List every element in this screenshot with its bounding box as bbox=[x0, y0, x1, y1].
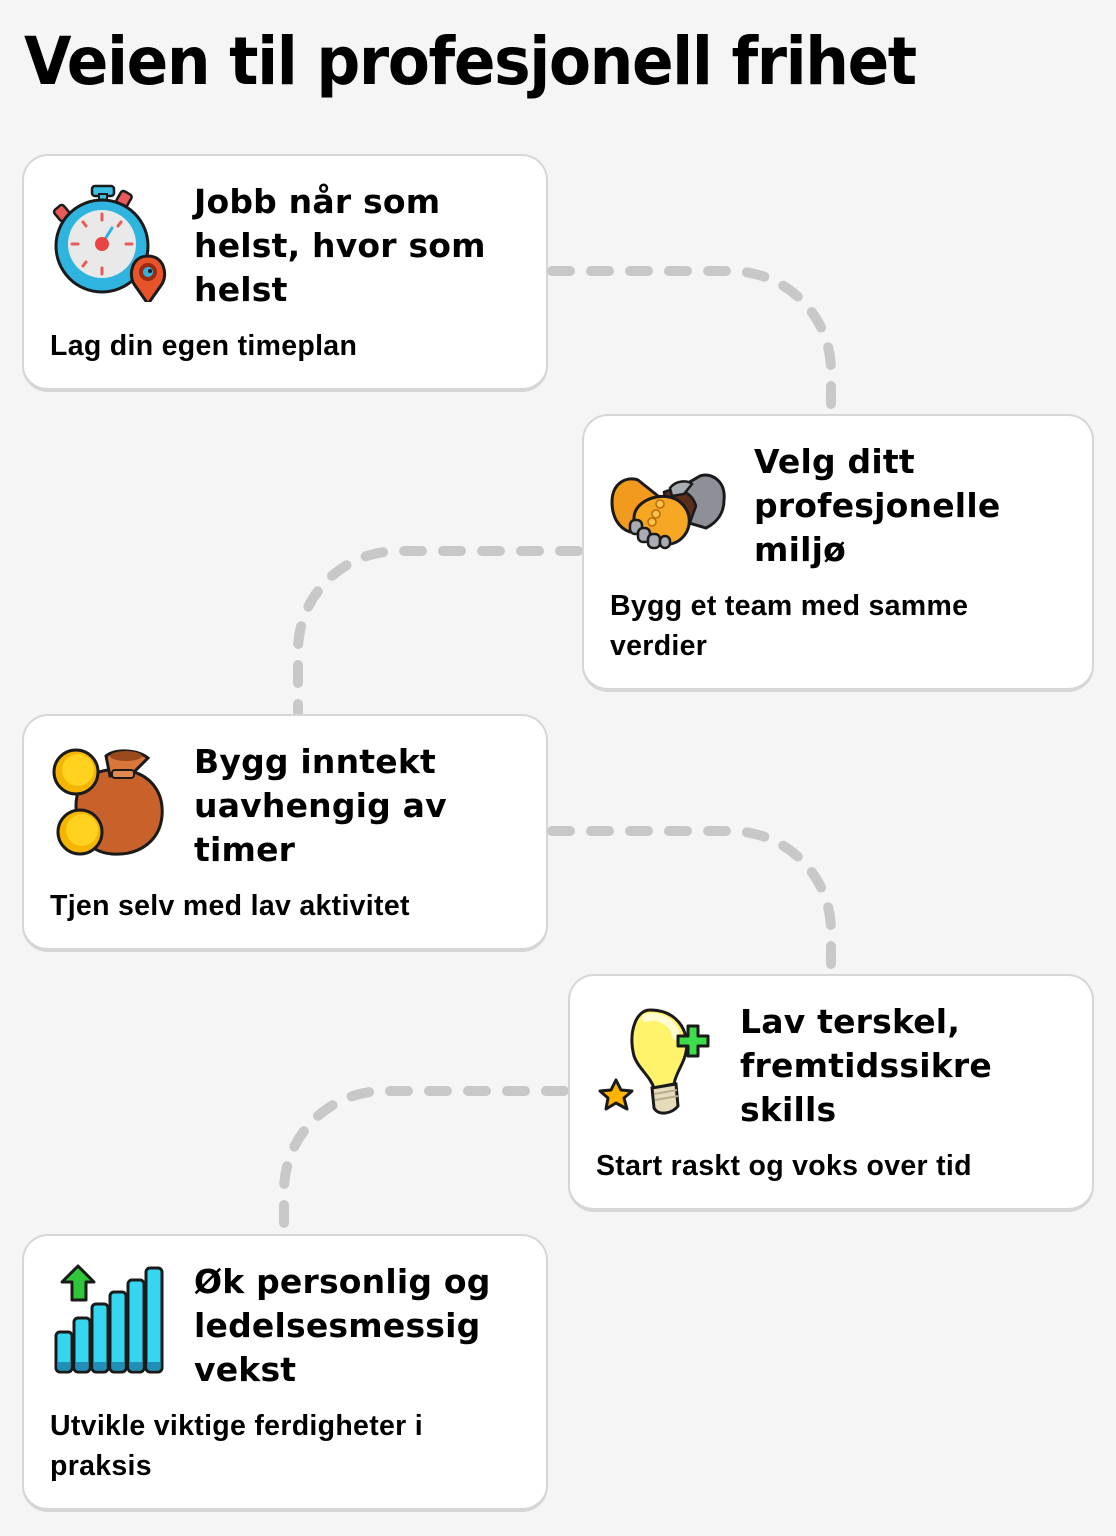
money-bag-coins-icon bbox=[50, 742, 170, 862]
stopwatch-location-icon bbox=[50, 182, 170, 302]
step-heading: Bygg inntekt uavhengig av timer bbox=[194, 742, 447, 869]
lightbulb-plus-star-icon bbox=[596, 1002, 716, 1122]
step-heading: Velg ditt profesjonelle miljø bbox=[754, 442, 1001, 569]
step-subtitle: Utvikle viktige ferdigheter i praksis bbox=[50, 1410, 423, 1482]
connector-2-3 bbox=[298, 551, 578, 712]
step-card-2 bbox=[582, 414, 1094, 692]
step-heading: Lav terskel, fremtidssikre skills bbox=[740, 1002, 992, 1129]
step-card-4 bbox=[568, 974, 1094, 1212]
step-subtitle: Lag din egen timeplan bbox=[50, 330, 358, 362]
handshake-icon bbox=[608, 452, 728, 572]
page-title: Veien til profesjonell frihet bbox=[24, 23, 916, 100]
growth-bars-arrow-icon bbox=[50, 1262, 170, 1382]
step-heading: Jobb når som helst, hvor som helst bbox=[194, 182, 486, 309]
step-card-1 bbox=[22, 154, 548, 392]
step-subtitle: Tjen selv med lav aktivitet bbox=[50, 890, 410, 922]
step-subtitle: Bygg et team med samme verdier bbox=[610, 590, 969, 662]
step-heading: Øk personlig og ledelsesmessig vekst bbox=[194, 1262, 491, 1389]
connector-1-2 bbox=[552, 271, 831, 412]
step-subtitle: Start raskt og voks over tid bbox=[596, 1150, 972, 1182]
step-card-3 bbox=[22, 714, 548, 952]
connector-4-5 bbox=[284, 1091, 564, 1232]
connector-3-4 bbox=[552, 831, 831, 972]
step-card-5 bbox=[22, 1234, 548, 1512]
